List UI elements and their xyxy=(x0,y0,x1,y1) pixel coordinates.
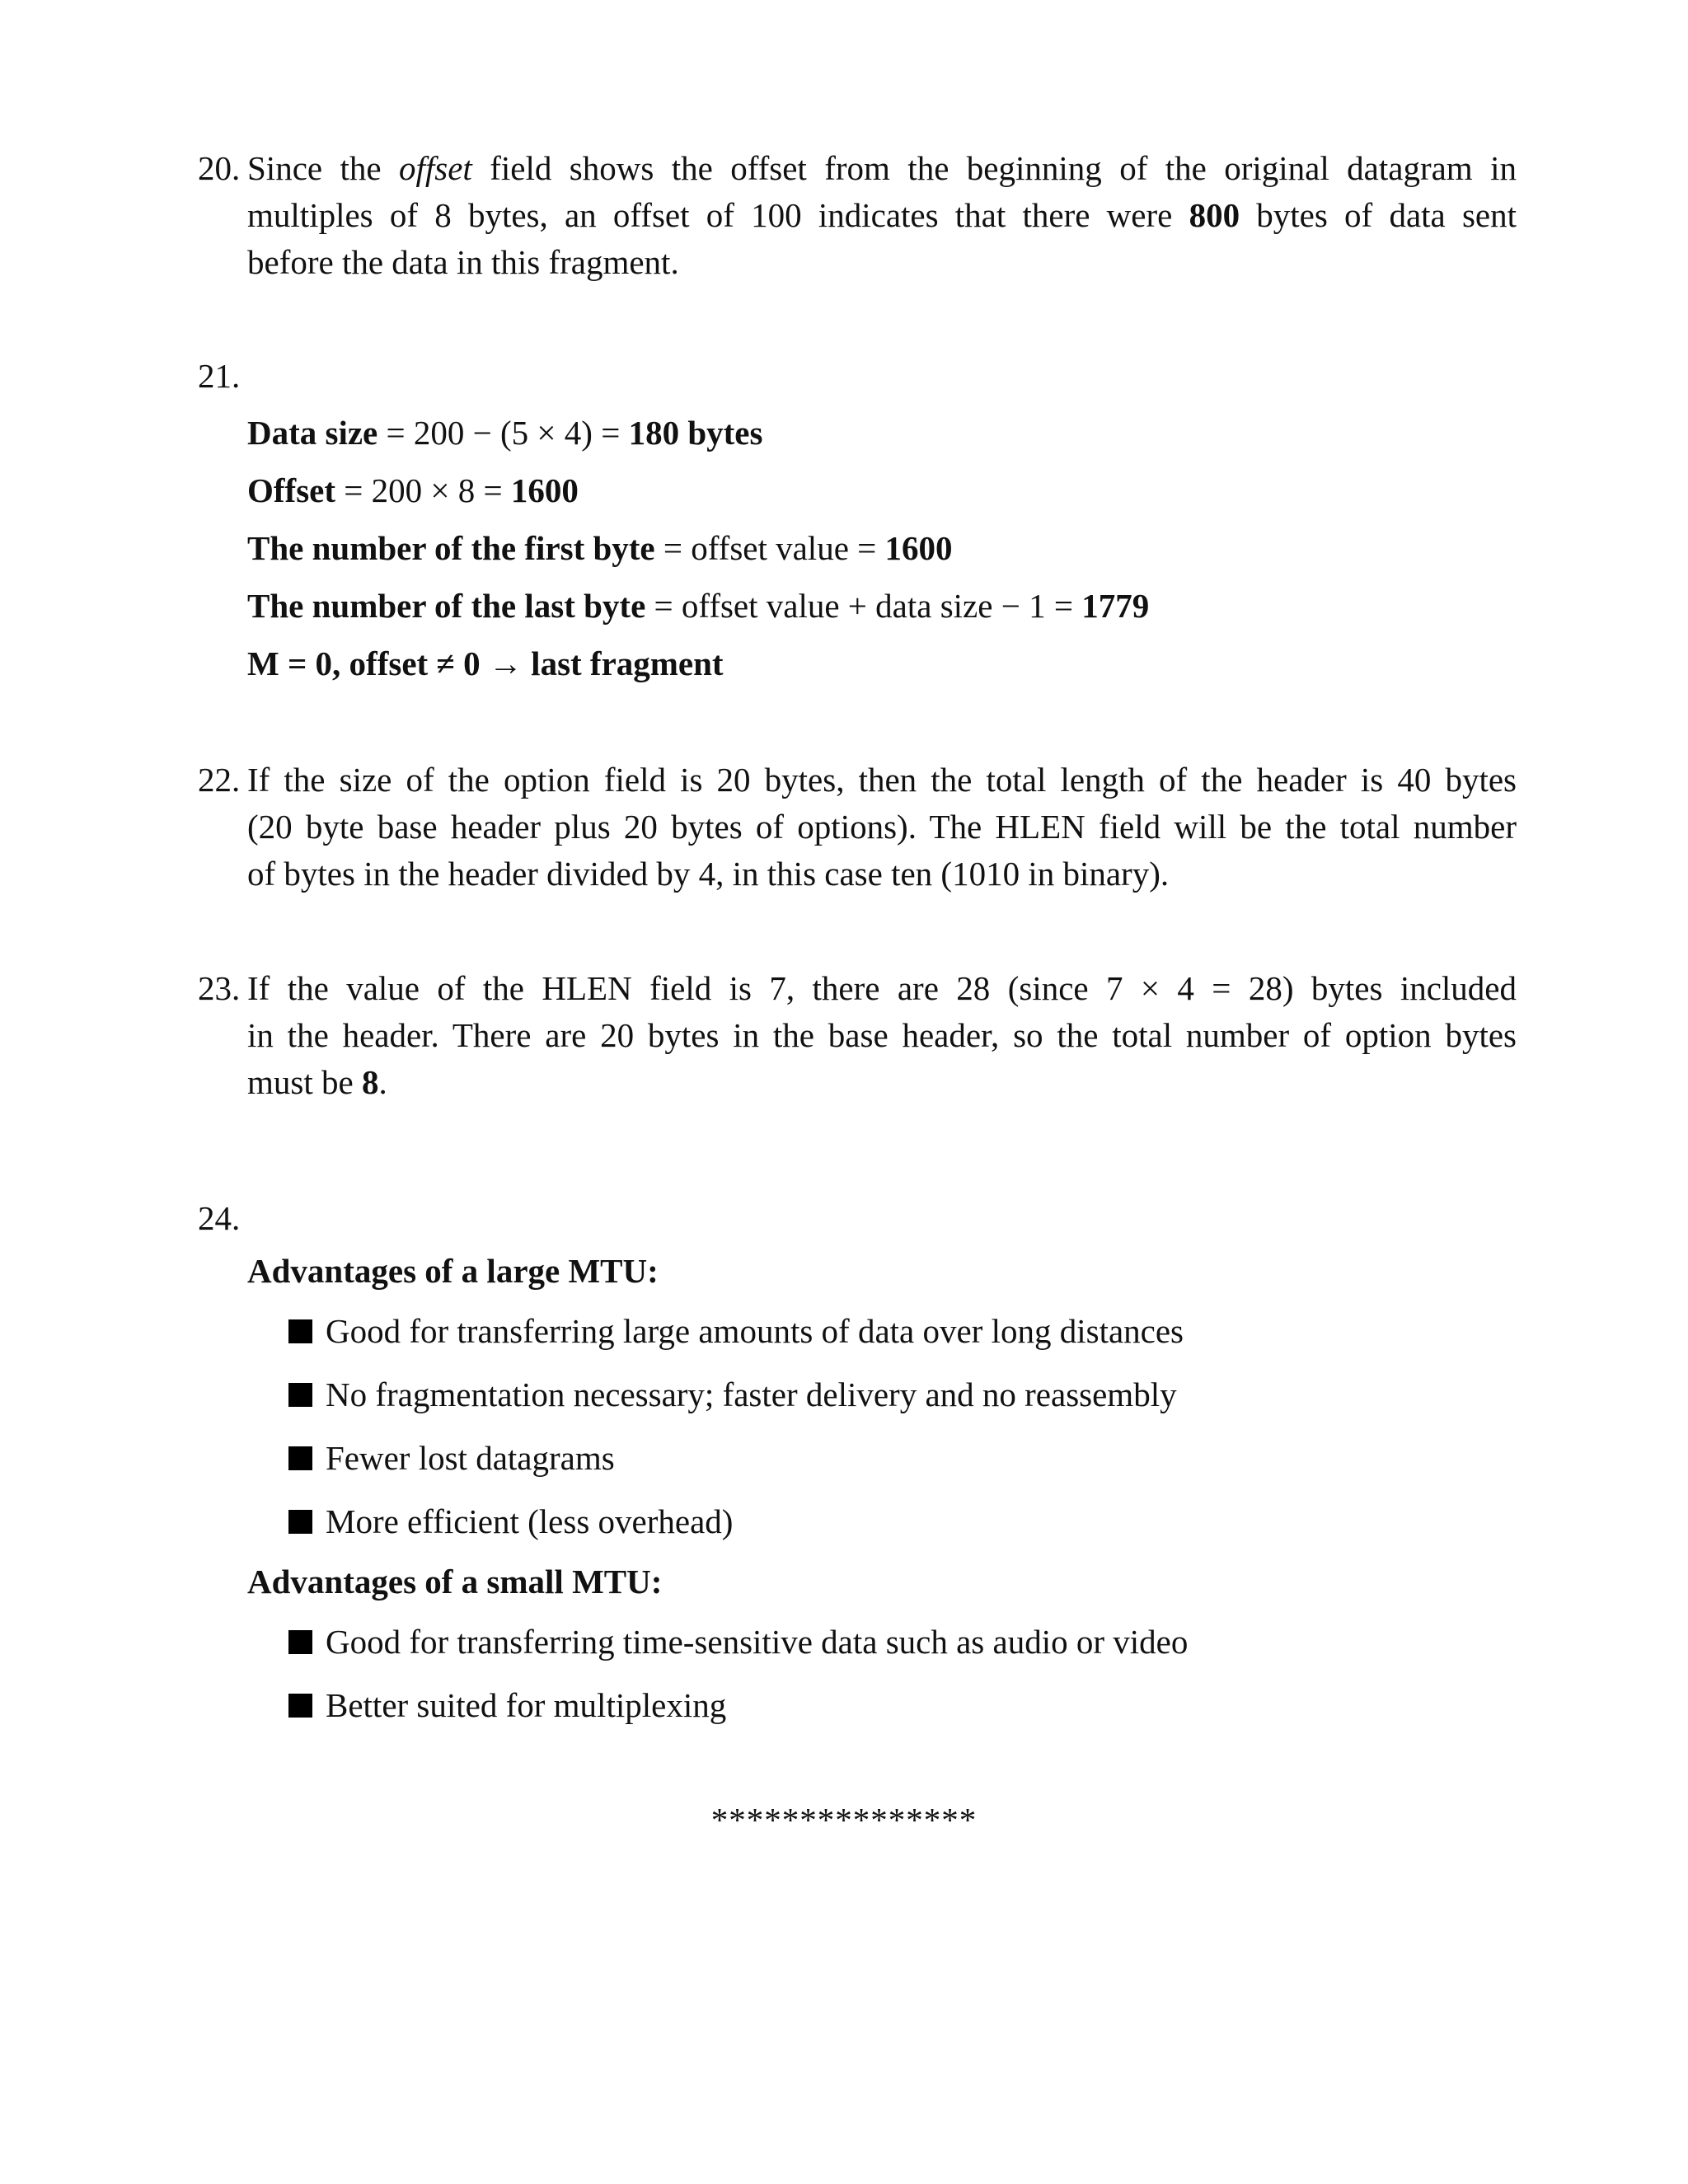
answer-20 xyxy=(198,145,1517,286)
answer-number: 24. xyxy=(198,1199,241,1237)
text-line: (20 byte base header plus 20 bytes of options). The HLEN field will be the total number xyxy=(247,808,1517,846)
square-bullet-icon xyxy=(288,1383,312,1407)
square-bullet-icon xyxy=(288,1319,312,1343)
calc-conclusion: M = 0, offset ≠ 0 → last fragment xyxy=(247,644,724,682)
bold-value: 8 xyxy=(361,1063,379,1101)
list-item: Good for transferring large amounts of data over long distances xyxy=(288,1308,1184,1355)
answer-23-text xyxy=(247,965,1517,1106)
calc-data-size: Data size = 200 − (5 × 4) = 180 bytes xyxy=(247,414,763,452)
answer-number: 20. xyxy=(198,149,241,187)
answer-22-text xyxy=(247,757,1517,898)
text-line: If the value of the HLEN field is 7, there are 28 (since 7 × 4 = 28) bytes included xyxy=(247,969,1517,1007)
square-bullet-icon xyxy=(288,1446,312,1470)
list-item: Fewer lost datagrams xyxy=(288,1435,615,1482)
text-line: of bytes in the header divided by 4, in this case ten (1010 in binary). xyxy=(247,855,1170,893)
calc-first-byte: The number of the first byte = offset value = 1600 xyxy=(247,529,953,567)
square-bullet-icon xyxy=(288,1694,312,1718)
answer-number: 23. xyxy=(198,969,241,1007)
answer-number: 22. xyxy=(198,761,241,799)
square-bullet-icon xyxy=(288,1630,312,1654)
large-mtu-heading: Advantages of a large MTU: xyxy=(247,1252,659,1290)
text-line: If the size of the option field is 20 bytes, then the total length of the header is 40 bytes xyxy=(247,761,1517,799)
answer-number: 21. xyxy=(198,357,241,395)
bold-value: 800 xyxy=(1189,196,1240,234)
text-line: before the data in this fragment. xyxy=(247,243,679,281)
list-item: No fragmentation necessary; faster delivery and no reassembly xyxy=(288,1371,1177,1418)
answer-20-text xyxy=(247,145,1517,286)
small-mtu-heading: Advantages of a small MTU: xyxy=(247,1563,663,1601)
text-line: Since the offset field shows the offset from the beginning of the original datagram in xyxy=(247,149,1517,187)
section-separator: *************** xyxy=(710,1801,978,1839)
text-line: must be 8. xyxy=(247,1063,387,1101)
calc-last-byte: The number of the last byte = offset value + data size − 1 = 1779 xyxy=(247,587,1150,625)
text-line: in the header. There are 20 bytes in the base header, so the total number of option bytes xyxy=(247,1016,1517,1054)
list-item: Better suited for multiplexing xyxy=(288,1682,726,1729)
text-line: multiples of 8 bytes, an offset of 100 indicates that there were 800 bytes of data sent xyxy=(247,196,1517,234)
answer-22 xyxy=(198,757,1517,898)
list-item: More efficient (less overhead) xyxy=(288,1498,733,1545)
square-bullet-icon xyxy=(288,1510,312,1534)
list-item: Good for transferring time-sensitive data such as audio or video xyxy=(288,1619,1188,1666)
italic-term: offset xyxy=(399,149,472,187)
calc-offset: Offset = 200 × 8 = 1600 xyxy=(247,471,579,509)
answer-23 xyxy=(198,965,1517,1106)
